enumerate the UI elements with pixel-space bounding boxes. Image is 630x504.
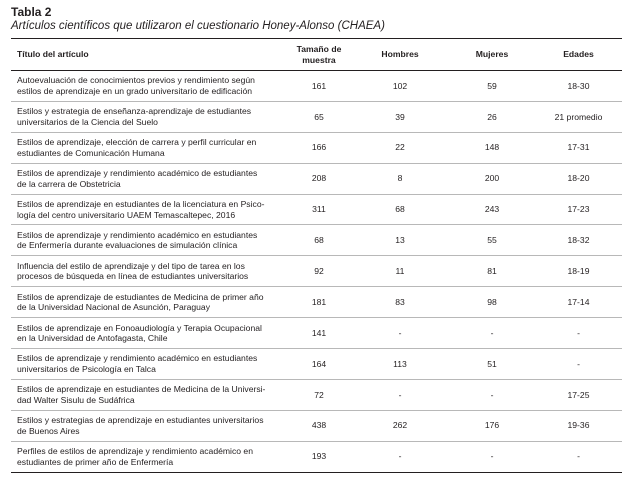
article-title-line1: Influencia del estilo de aprendizaje y del tipo de tarea en los xyxy=(17,260,245,271)
ages-cell: 18-19 xyxy=(567,266,590,277)
ages-cell: 18-20 xyxy=(567,173,590,184)
table-row xyxy=(11,101,622,132)
article-title-line1: Estilos y estrategia de enseñanza-aprendizaje de estudiantes xyxy=(17,106,252,117)
ages-cell: - xyxy=(577,327,580,338)
men-cell: 8 xyxy=(397,173,403,184)
article-title-cell xyxy=(11,163,287,194)
ages-cell: 17-14 xyxy=(567,296,590,307)
women-cell: 26 xyxy=(487,111,497,122)
article-title-line2: universitarios de la Ciencia del Suelo xyxy=(17,116,158,127)
article-title-line1: Estilos de aprendizaje en estudiantes de la licenciatura en Psico- xyxy=(17,199,265,209)
article-title-cell xyxy=(11,132,287,163)
ages-cell: 17-23 xyxy=(567,204,590,215)
table-row xyxy=(11,441,622,472)
table-row xyxy=(11,71,622,102)
women-cell: 51 xyxy=(487,358,497,369)
header-men: Hombres xyxy=(381,49,419,60)
sample-size-cell: 161 xyxy=(311,80,327,91)
table-row xyxy=(11,287,622,318)
men-cell: 39 xyxy=(395,111,405,122)
table-label: Tabla 2 xyxy=(11,5,52,19)
table-row xyxy=(11,132,622,163)
men-cell: 13 xyxy=(395,235,405,246)
women-cell: 55 xyxy=(487,235,497,246)
article-title-line2: logía del centro universitario UAEM Temascaltepec, 2016 xyxy=(17,209,236,220)
women-cell: - xyxy=(490,327,494,338)
ages-cell: 18-30 xyxy=(567,80,590,91)
header-sample-size xyxy=(287,39,351,71)
men-cell: - xyxy=(398,389,402,400)
article-title-line1: Perfiles de estilos de aprendizaje y rendimiento académico en xyxy=(17,446,253,457)
article-title-cell xyxy=(11,349,287,380)
women-cell: 176 xyxy=(484,420,500,431)
article-title-line2: dad Walter Sisulu de Sudáfrica xyxy=(17,394,135,405)
women-cell: 59 xyxy=(487,80,497,91)
table-row xyxy=(11,163,622,194)
article-title-line1: Estilos de aprendizaje, elección de carrera y perfil curricular en xyxy=(17,137,257,148)
header-sample-line1: Tamaño de xyxy=(296,44,342,54)
sample-size-cell: 311 xyxy=(312,204,326,215)
ages-cell: 17-31 xyxy=(567,142,590,153)
ages-cell: - xyxy=(577,451,580,462)
table-row xyxy=(11,379,622,410)
table-body xyxy=(11,71,622,473)
article-title-line1: Estilos de aprendizaje en Fonoaudiología y Terapia Ocupacional xyxy=(17,322,262,333)
sample-size-cell: 166 xyxy=(311,142,327,153)
article-title-line2: de Enfermería durante evaluaciones de simulación clínica xyxy=(17,240,238,251)
men-cell: 102 xyxy=(392,80,408,91)
header-title: Título del artículo xyxy=(17,49,89,60)
article-title-cell xyxy=(11,318,287,349)
article-title-cell xyxy=(11,101,287,132)
table-row xyxy=(11,256,622,287)
table-caption: Artículos científicos que utilizaron el cuestionario Honey-Alonso (CHAEA) xyxy=(11,20,385,32)
men-cell: 68 xyxy=(395,204,405,215)
articles-table xyxy=(11,38,622,473)
sample-size-cell: 181 xyxy=(311,296,327,307)
article-title-cell xyxy=(11,194,287,225)
article-title-line2: de la carrera de Obstetricia xyxy=(17,178,121,189)
women-cell: 148 xyxy=(484,142,500,153)
table-header xyxy=(11,39,622,71)
article-title-cell xyxy=(11,441,287,472)
article-title-line2: de Buenos Aires xyxy=(17,425,80,436)
article-title-line1: Estilos y estrategias de aprendizaje en estudiantes universitarios xyxy=(17,415,264,426)
men-cell: 83 xyxy=(395,296,405,307)
article-title-line1: Estilos de aprendizaje de estudiantes de Medicina de primer año xyxy=(17,291,264,302)
header-ages: Edades xyxy=(563,49,594,60)
men-cell: 113 xyxy=(393,358,407,369)
women-cell: - xyxy=(490,451,494,462)
women-cell: - xyxy=(490,389,494,400)
ages-cell: - xyxy=(577,358,580,369)
ages-cell: 18-32 xyxy=(567,235,590,246)
article-title-cell xyxy=(11,71,287,102)
article-title-line1: Autoevaluación de conocimientos previos y rendimiento según xyxy=(17,75,255,86)
men-cell: 11 xyxy=(395,266,405,277)
sample-size-cell: 68 xyxy=(314,235,324,246)
men-cell: 262 xyxy=(392,420,408,431)
article-title-line1: Estilos de aprendizaje y rendimiento académico en estudiantes xyxy=(17,229,258,240)
article-title-cell xyxy=(11,410,287,441)
article-title-line2: universitarios de Psicología en Talca xyxy=(17,363,156,374)
sample-size-cell: 193 xyxy=(311,451,327,462)
article-title-cell xyxy=(11,225,287,256)
header-women: Mujeres xyxy=(475,49,509,60)
article-title-cell xyxy=(11,256,287,287)
sample-size-cell: 208 xyxy=(311,173,327,184)
table-row xyxy=(11,194,622,225)
article-title-line2: en la Universidad de Antofagasta, Chile xyxy=(17,333,168,344)
article-title-cell xyxy=(11,379,287,410)
article-title-line2: de la Universidad Nacional de Asunción, Paraguay xyxy=(17,302,211,313)
article-title-cell xyxy=(11,287,287,318)
article-title-line2: procesos de búsqueda en línea de estudiantes universitarios xyxy=(17,271,249,282)
ages-cell: 21 promedio xyxy=(554,111,603,122)
table-row xyxy=(11,410,622,441)
header-row xyxy=(11,39,622,71)
article-title-line2: estudiantes de primer año de Enfermería xyxy=(17,456,174,467)
women-cell: 200 xyxy=(484,173,500,184)
women-cell: 98 xyxy=(487,296,497,307)
table-row xyxy=(11,318,622,349)
sample-size-cell: 92 xyxy=(314,266,324,277)
sample-size-cell: 72 xyxy=(314,389,324,400)
sample-size-cell: 164 xyxy=(311,358,327,369)
article-title-line1: Estilos de aprendizaje y rendimiento académico de estudiantes xyxy=(17,168,258,179)
sample-size-cell: 141 xyxy=(311,327,327,338)
article-title-line2: estilos de aprendizaje en un grado universitario de edificación xyxy=(17,85,253,96)
ages-cell: 17-25 xyxy=(567,389,590,400)
article-title-line1: Estilos de aprendizaje en estudiantes de Medicina de la Universi- xyxy=(17,384,266,395)
sample-size-cell: 438 xyxy=(311,420,327,431)
ages-cell: 19-36 xyxy=(567,420,590,431)
table-row xyxy=(11,225,622,256)
table-row xyxy=(11,349,622,380)
women-cell: 243 xyxy=(484,204,500,215)
sample-size-cell: 65 xyxy=(314,111,324,122)
article-title-line1: Estilos de aprendizaje y rendimiento académico en estudiantes xyxy=(17,353,258,364)
women-cell: 81 xyxy=(487,266,497,277)
article-title-line2: estudiantes de Comunicación Humana xyxy=(17,147,165,158)
men-cell: - xyxy=(398,327,402,338)
men-cell: 22 xyxy=(395,142,405,153)
men-cell: - xyxy=(398,451,402,462)
header-sample-line2: muestra xyxy=(302,54,336,65)
